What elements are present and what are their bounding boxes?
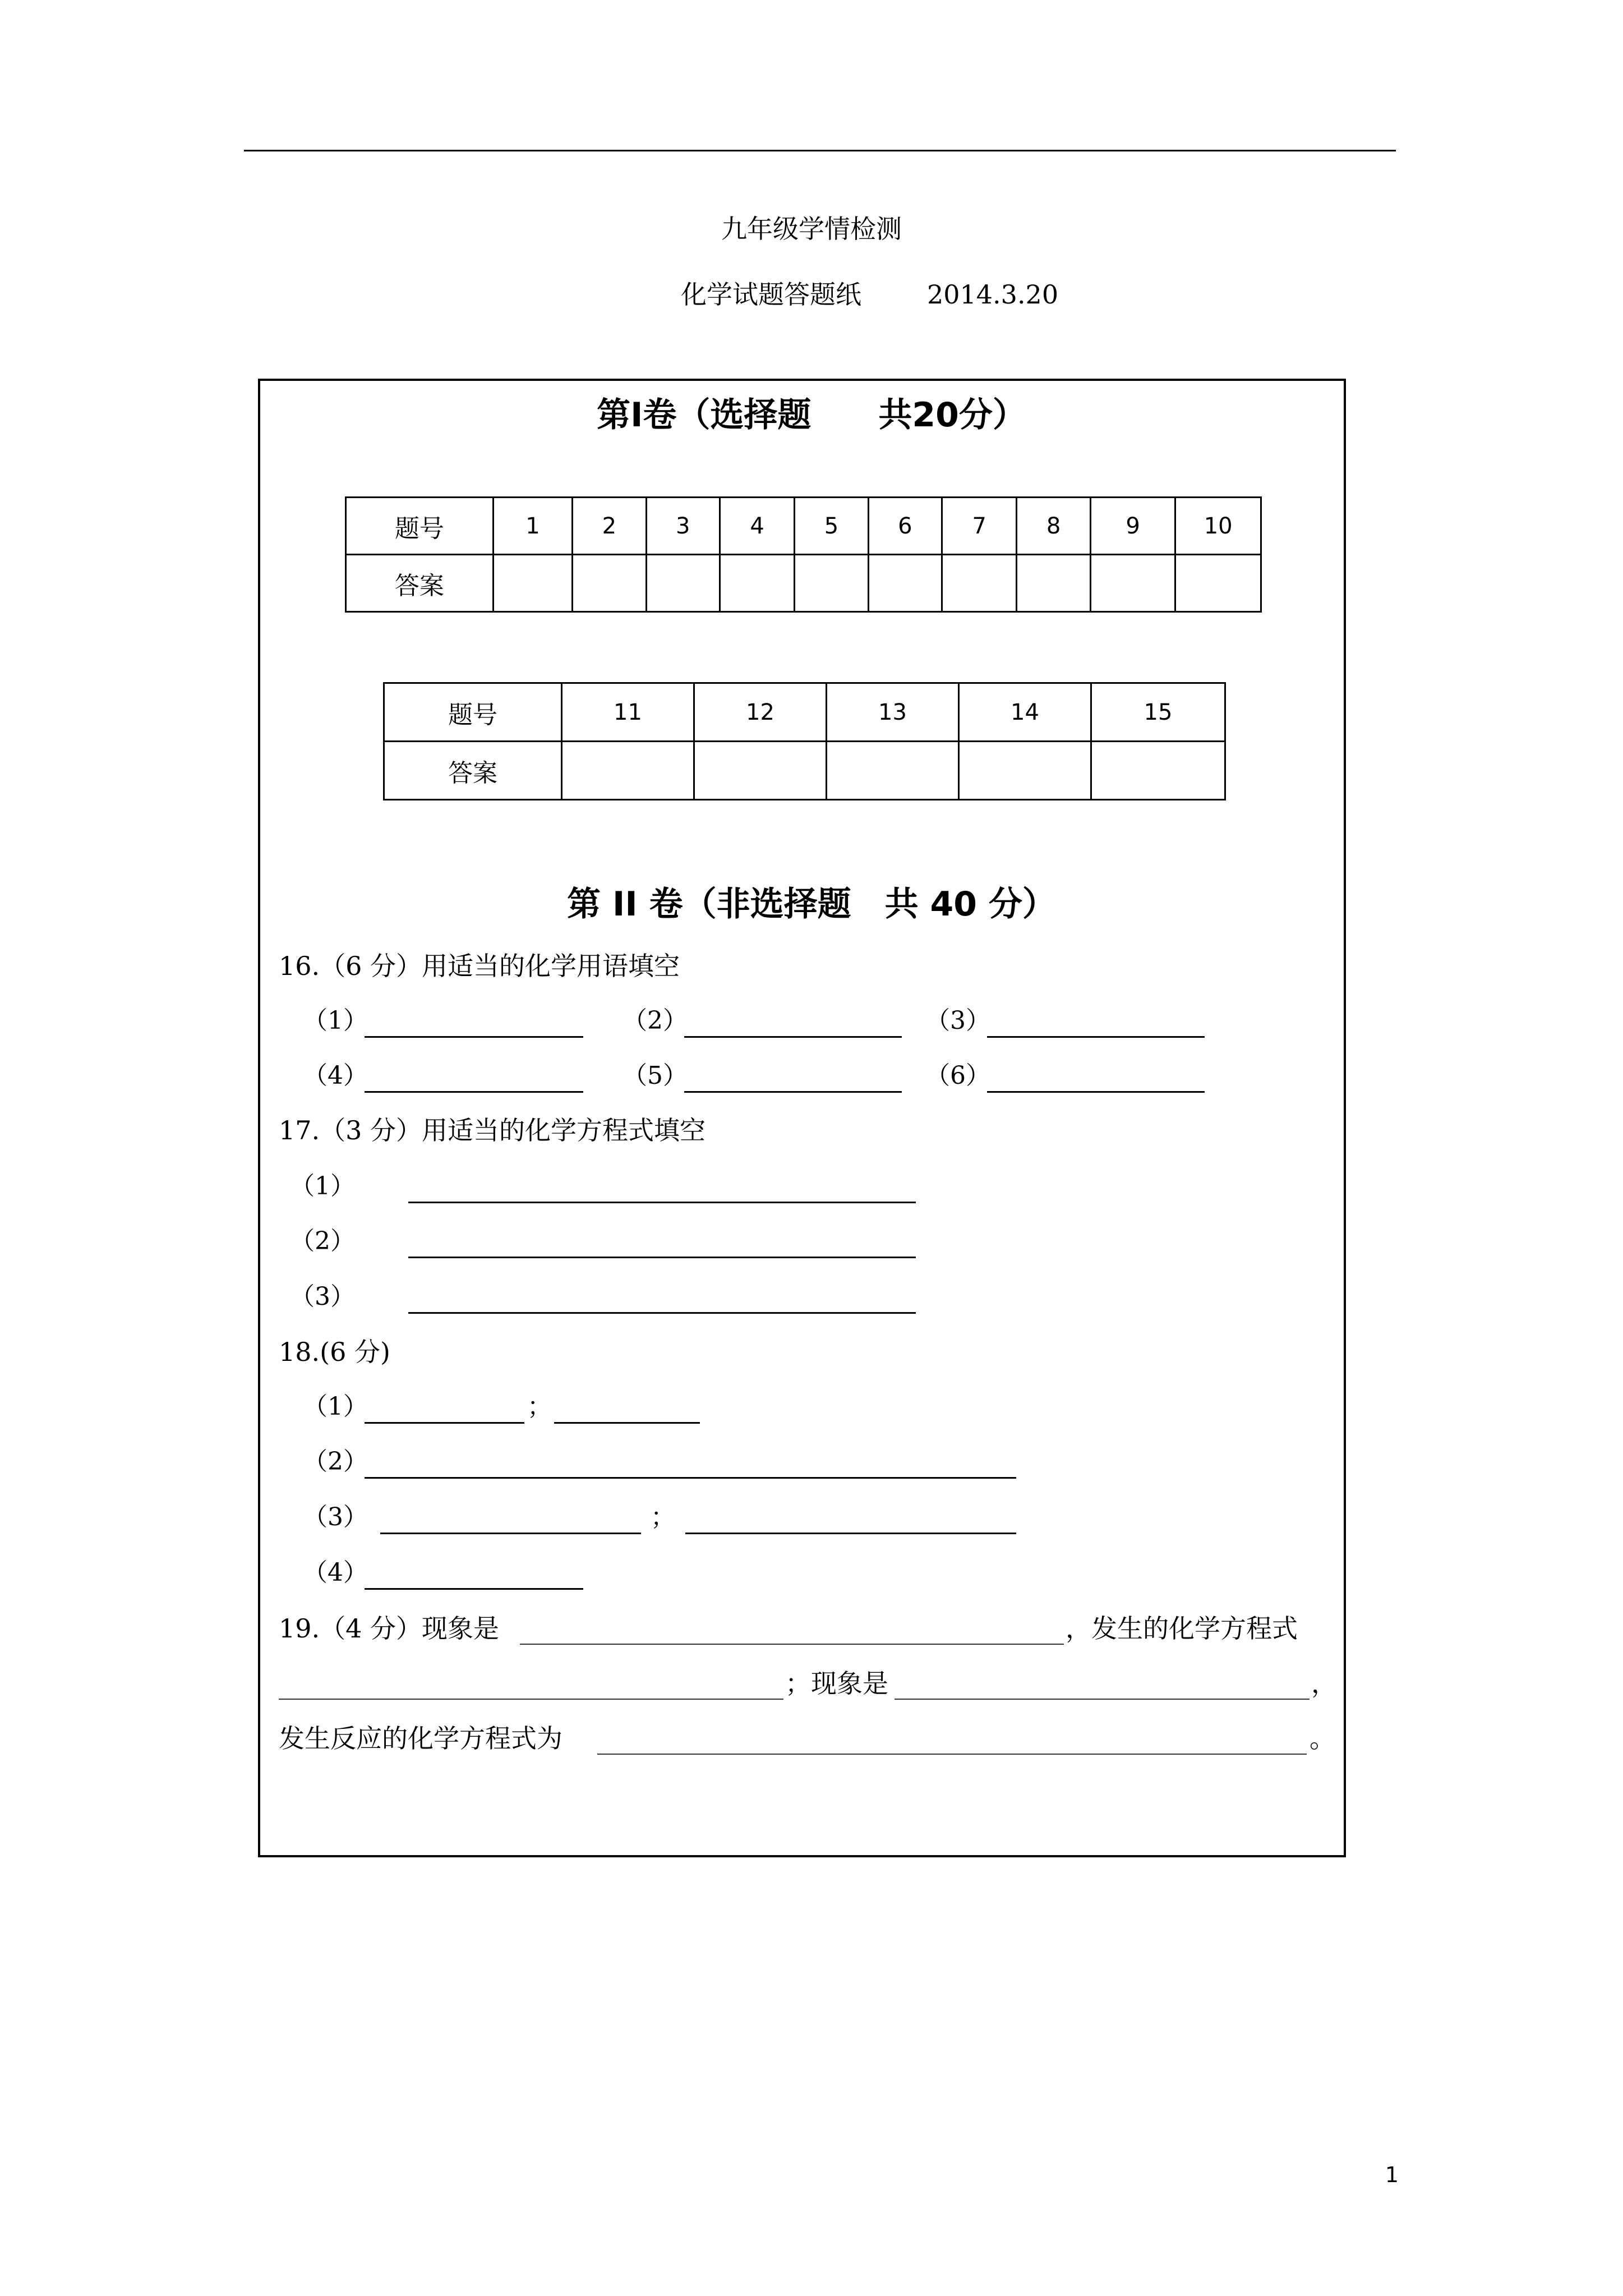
q18-label-3: （3）	[303, 1503, 368, 1531]
question-number-row	[346, 498, 1261, 555]
answer-cell-14[interactable]	[959, 742, 1091, 800]
q19-blank-equation-2[interactable]	[597, 1754, 1307, 1755]
exam-date: 2014.3.20	[926, 279, 1059, 310]
answer-cell-9[interactable]	[1090, 555, 1175, 612]
q19-blank-phenomenon-1[interactable]	[520, 1644, 1064, 1645]
q18-label-1: （1）	[303, 1392, 368, 1421]
question-number-cell: 5	[795, 498, 868, 555]
q16-label-6: （6）	[925, 1061, 990, 1090]
subtitle-text: 化学试题答题纸	[681, 279, 861, 310]
answer-label: 答案	[346, 555, 494, 612]
q19-blank-phenomenon-2[interactable]	[895, 1699, 1310, 1700]
q17-label-3: （3）	[290, 1282, 355, 1311]
q16-blank-2[interactable]	[684, 1036, 902, 1038]
q18-blank-4[interactable]	[365, 1588, 583, 1590]
choice-answer-table-1	[345, 496, 1262, 613]
q17-label-2: （2）	[290, 1227, 355, 1255]
answer-cell-8[interactable]	[1017, 555, 1090, 612]
q16-blank-1[interactable]	[365, 1036, 583, 1038]
q18-separator-1: ；	[527, 1392, 552, 1421]
question-number-cell: 10	[1175, 498, 1261, 555]
question-number-cell: 9	[1090, 498, 1175, 555]
document-title: 九年级学情检测	[721, 214, 902, 244]
question-19-suffix: ，发生的化学方程式	[1066, 1613, 1298, 1644]
q17-blank-2[interactable]	[408, 1257, 916, 1258]
q16-blank-4[interactable]	[365, 1091, 583, 1093]
section1-heading: 第Ⅰ卷（选择题 共20分）	[597, 395, 1026, 435]
answer-cell-10[interactable]	[1175, 555, 1261, 612]
answer-row	[346, 555, 1261, 612]
q18-blank-1b[interactable]	[554, 1422, 700, 1424]
q19-blank-equation-1[interactable]	[279, 1699, 783, 1700]
question-number-cell: 3	[646, 498, 720, 555]
question-number-cell: 4	[720, 498, 794, 555]
q16-blank-3[interactable]	[987, 1036, 1205, 1038]
question-number-cell: 11	[562, 683, 694, 742]
question-number-cell: 7	[942, 498, 1017, 555]
question-number-cell: 14	[959, 683, 1091, 742]
answer-cell-12[interactable]	[694, 742, 827, 800]
question-number-label: 题号	[384, 683, 562, 742]
q18-separator-3: ；	[651, 1503, 675, 1531]
question-18-text: 18.(6 分)	[279, 1337, 390, 1367]
question-16-text: 16.（6 分）用适当的化学用语填空	[279, 951, 680, 981]
answer-cell-4[interactable]	[720, 555, 794, 612]
q16-label-4: （4）	[303, 1061, 368, 1090]
q17-label-1: （1）	[290, 1172, 355, 1200]
answer-label: 答案	[384, 742, 562, 800]
q18-label-2: （2）	[303, 1447, 368, 1476]
question-19-period: 。	[1310, 1723, 1335, 1754]
question-19-prefix: 19.（4 分）现象是	[279, 1613, 500, 1644]
q17-blank-3[interactable]	[408, 1312, 916, 1314]
page-number: 1	[1385, 2162, 1399, 2187]
q16-label-5: （5）	[623, 1061, 688, 1090]
question-19-comma: ，	[1311, 1668, 1337, 1699]
q18-blank-2[interactable]	[365, 1477, 1016, 1479]
q16-label-1: （1）	[303, 1006, 368, 1035]
q16-blank-5[interactable]	[684, 1091, 902, 1093]
document-subtitle	[681, 278, 1058, 311]
answer-cell-11[interactable]	[562, 742, 694, 800]
question-number-cell: 6	[868, 498, 942, 555]
answer-cell-5[interactable]	[795, 555, 868, 612]
question-number-cell: 13	[827, 683, 959, 742]
choice-answer-table-2	[383, 682, 1226, 800]
header-rule	[244, 150, 1396, 151]
q18-blank-1a[interactable]	[365, 1422, 524, 1424]
question-19-mid: ；现象是	[785, 1668, 888, 1699]
section2-heading: 第 II 卷（非选择题 共 40 分）	[567, 885, 1056, 924]
question-19-line3-prefix: 发生反应的化学方程式为	[279, 1723, 562, 1754]
answer-row	[384, 742, 1225, 800]
q18-label-4: （4）	[303, 1558, 368, 1587]
answer-cell-6[interactable]	[868, 555, 942, 612]
q17-blank-1[interactable]	[408, 1202, 916, 1203]
q16-label-3: （3）	[925, 1006, 990, 1035]
question-17-text: 17.（3 分）用适当的化学方程式填空	[279, 1115, 706, 1145]
question-number-cell: 1	[493, 498, 572, 555]
answer-cell-1[interactable]	[493, 555, 572, 612]
answer-cell-13[interactable]	[827, 742, 959, 800]
answer-cell-15[interactable]	[1091, 742, 1225, 800]
question-number-cell: 8	[1017, 498, 1090, 555]
question-number-cell: 15	[1091, 683, 1225, 742]
answer-cell-7[interactable]	[942, 555, 1017, 612]
q18-blank-3a[interactable]	[380, 1533, 641, 1534]
q18-blank-3b[interactable]	[685, 1533, 1016, 1534]
question-number-row	[384, 683, 1225, 742]
question-number-label: 题号	[346, 498, 494, 555]
q16-label-2: （2）	[623, 1006, 688, 1035]
q16-blank-6[interactable]	[987, 1091, 1205, 1093]
question-number-cell: 2	[573, 498, 646, 555]
question-number-cell: 12	[694, 683, 827, 742]
answer-cell-2[interactable]	[573, 555, 646, 612]
answer-cell-3[interactable]	[646, 555, 720, 612]
